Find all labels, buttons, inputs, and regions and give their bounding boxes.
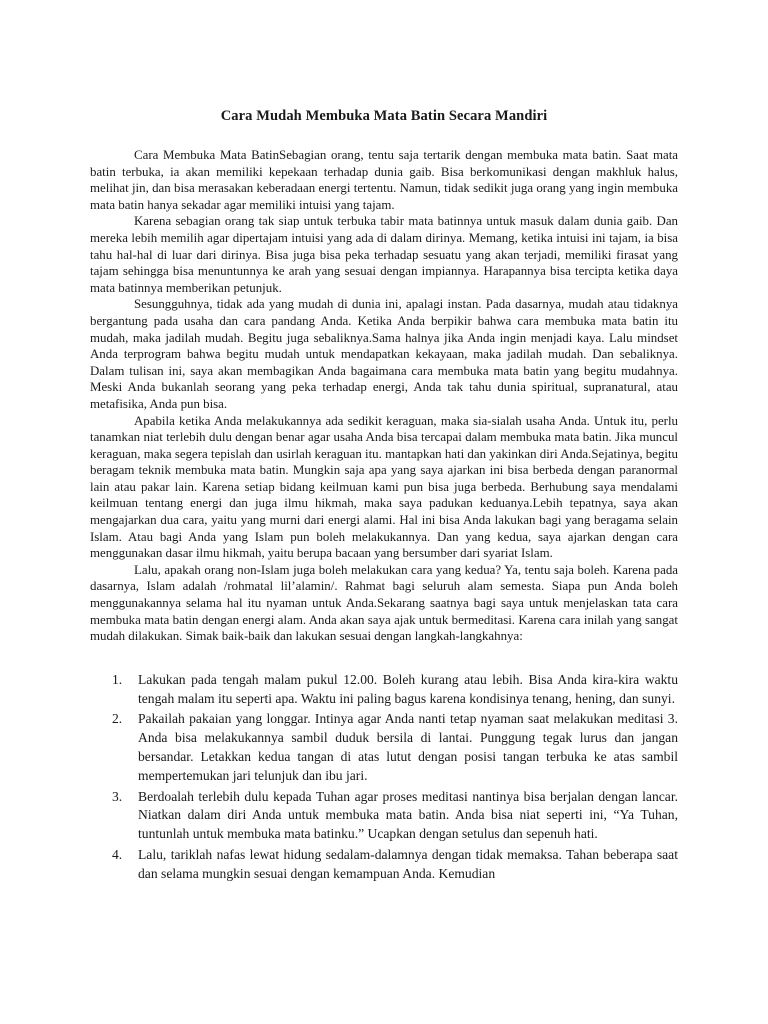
paragraph: Karena sebagian orang tak siap untuk terbuka tabir mata batinnya untuk masuk dalam dunia gaib. Dan mereka lebih memilih agar dipertajam intuisi yang ada di dalam dirinya. Memang, ketika intuisi ini tajam, ia bisa tahu hal-hal di luar dari dirinya. Bisa juga bisa peka terhadap sesuatu yang akan terjadi, memiliki firasat yang tajam sehingga bisa menuntunnya ke arah yang sesuai dengan impiannya. Harapannya bisa tercipta ketika daya mata batinnya memberikan petunjuk. <box>90 214 678 295</box>
list-item <box>90 671 678 709</box>
list-item <box>90 846 678 884</box>
document-page <box>90 108 678 886</box>
list-item <box>90 788 678 844</box>
list-item <box>90 710 678 785</box>
list-number: 3. <box>112 788 123 804</box>
list-item-text: Lalu, tariklah nafas lewat hidung sedalam-dalamnya dengan tidak memaksa. Tahan beberapa saat dan selama mungkin sesuai dengan kemampuan Anda. Kemudian <box>138 846 678 881</box>
steps-list <box>90 671 678 884</box>
list-item-text: Lakukan pada tengah malam pukul 12.00. Boleh kurang atau lebih. Bisa Anda kira-kira waktu tengah malam itu seperti apa. Waktu ini paling bagus karena kondisinya tenang, hening, dan sunyi. <box>138 671 678 706</box>
list-item-text: Pakailah pakaian yang longgar. Intinya agar Anda nanti tetap nyaman saat melakukan meditasi 3. Anda bisa melakukannya sambil duduk bersila di lantai. Punggung tegak lurus dan jangan bersandar. Letakkan kedua tangan di atas lutut dengan posisi tangan terbuka ke atas sambil mempertemukan jari telunjuk dan ibu jari. <box>138 711 678 783</box>
list-number: 4. <box>112 846 123 862</box>
paragraph: Lalu, apakah orang non-Islam juga boleh melakukan cara yang kedua? Ya, tentu saja boleh. Karena pada dasarnya, Islam adalah /rohmatal lil’alamin/. Rahmat bagi seluruh alam semesta. Siapa pun Anda boleh menggunakannya selama hal itu nyaman untuk Anda.Sekarang saatnya bagi saya untuk menjelaskan tata cara membuka mata batin dengan energi alam. Anda akan saya ajak untuk bermeditasi. Karena cara inilah yang sangat mudah dilakukan. Simak baik-baik dan lakukan sesuai dengan langkah-langkahnya: <box>90 562 678 644</box>
document-title: Cara Mudah Membuka Mata Batin Secara Mandiri <box>220 108 548 124</box>
paragraph: Sesungguhnya, tidak ada yang mudah di dunia ini, apalagi instan. Pada dasarnya, mudah atau tidaknya bergantung pada usaha dan cara pandang Anda. Ketika Anda berpikir bahwa cara membuka mata batin itu mudah, maka jadilah mudah. Begitu juga sebaliknya.Sama halnya jika Anda ingin menjadi kaya. Lalu mindset Anda terprogram bahwa begitu mudah untuk mendapatkan kekayaan, maka jadilah mudah. Dan sebaliknya. Dalam tulisan ini, saya akan membagikan Anda bagaimana cara membuka mata batin yang begitu mudahnya. Meski Anda bukanlah seorang yang peka terhadap energi, Anda tak tahu dunia spiritual, supranatural, atau metafisika, Anda pun bisa. <box>90 297 678 411</box>
list-item-text: Berdoalah terlebih dulu kepada Tuhan agar proses meditasi nantinya bisa berjalan dengan lancar. Niatkan dalam diri Anda untuk membuka mata batin. Anda bisa niat seperti ini, “Ya Tuhan, tuntunlah untuk membuka mata batinku.” Ucapkan dengan setulus dan sepenuh hati. <box>138 788 678 842</box>
list-number: 2. <box>112 711 123 727</box>
list-number: 1. <box>112 671 123 687</box>
paragraph: Apabila ketika Anda melakukannya ada sedikit keraguan, maka sia-sialah usaha Anda. Untuk itu, perlu tanamkan niat terlebih dulu dengan benar agar usaha Anda bisa tercapai dalam membuka mata batin. Jika muncul keraguan, maka segera tepislah dan usirlah keraguan itu. mantapkan hati dan yakinkan diri Anda.Sejatinya, begitu beragam teknik membuka mata batin. Mungkin saja apa yang saya ajarkan ini bisa berbeda dengan paranormal lain atau pakar lain. Karena setiap bidang keilmuan kami pun bisa juga berbeda. Berhubung saya mendalami keilmuan tentang energi dan juga ilmu hikmah, maka saya padukan keduanya.Lebih tepatnya, saya akan mengajarkan dua cara, yaitu yang murni dari energi alami. Hal ini bisa Anda lakukan bagi yang beragama selain Islam. Atau bagi Anda yang Islam pun boleh melakukannya. Dan yang kedua, saya ajarkan dengan cara menggunakan dasar ilmu hikmah, yaitu berupa bacaan yang bersumber dari syariat Islam. <box>90 413 678 561</box>
paragraph: Cara Membuka Mata BatinSebagian orang, tentu saja tertarik dengan membuka mata batin. Saat mata batin terbuka, ia akan memiliki kepekaan terhadap dunia gaib. Bisa berkomunikasi dengan makhluk halus, melihat jin, dan bisa merasakan keberadaan energi tertentu. Namun, tidak sedikit juga orang yang ingin membuka mata batin hanya sekadar agar memiliki intuisi yang tajam. <box>90 148 678 212</box>
